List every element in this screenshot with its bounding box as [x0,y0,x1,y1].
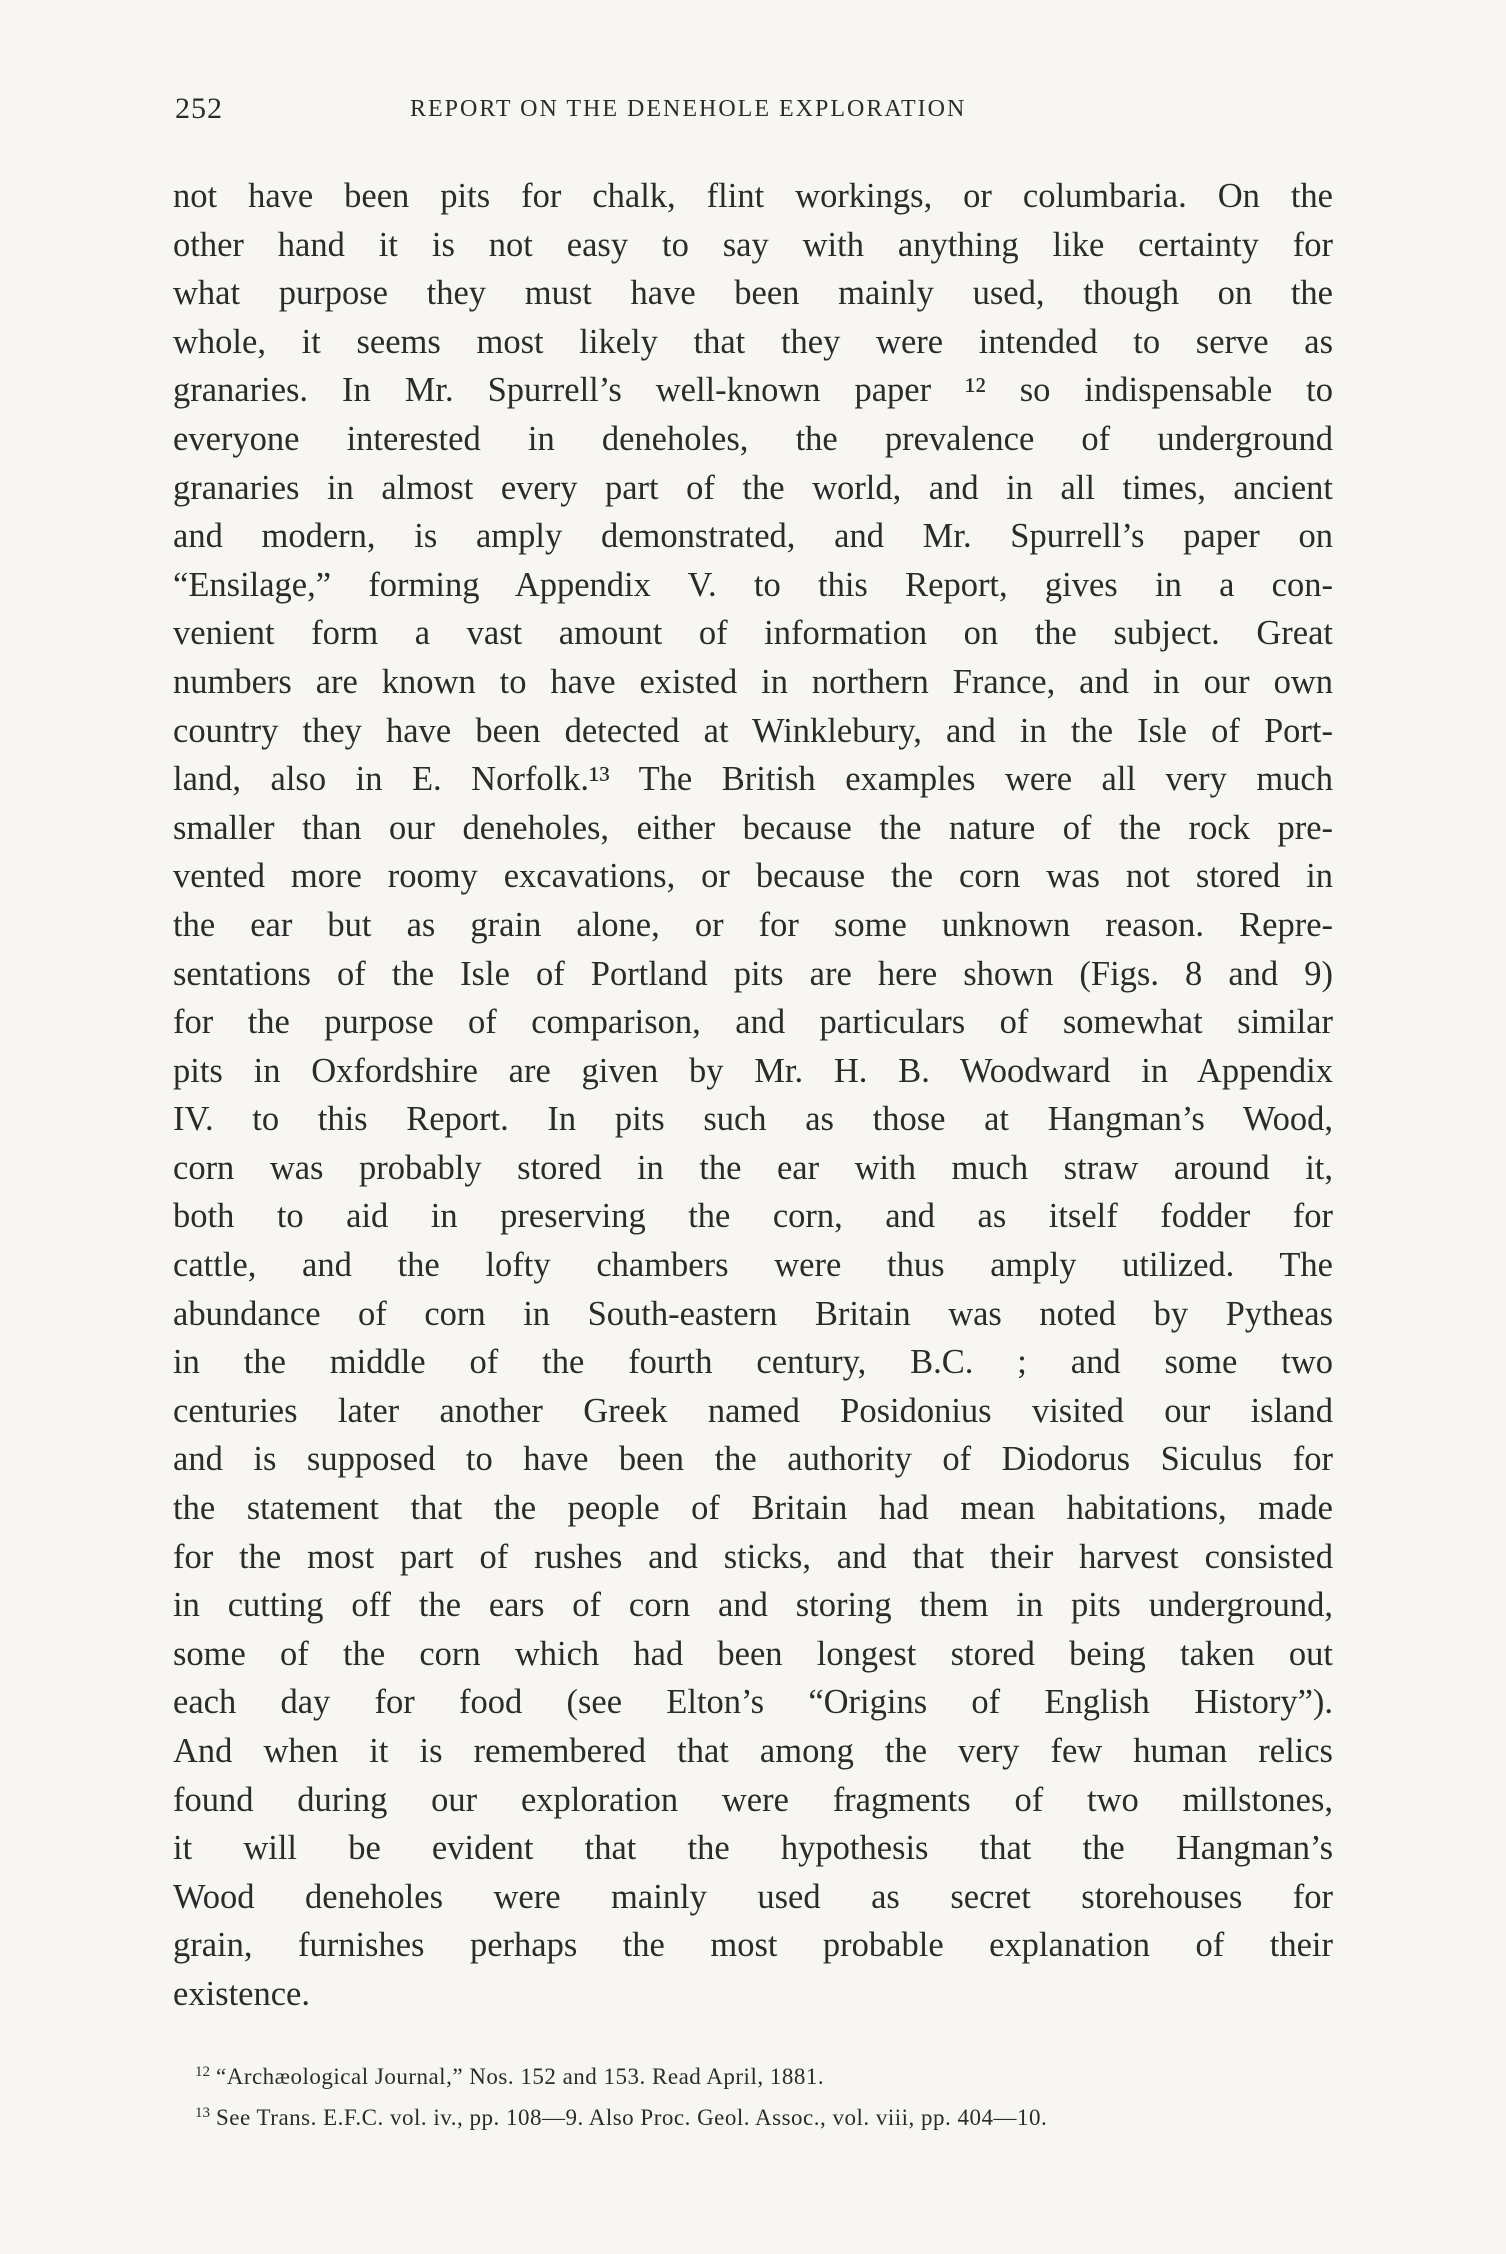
footnote-text: “Archæological Journal,” Nos. 152 and 153. Read April, 1881. [216,2064,825,2089]
footnote-mark: 12 [195,2064,210,2080]
text-line: granaries in almost every part of the world, and in all times, ancient [173,468,1333,507]
text-line: smaller than our deneholes, either because the nature of the rock pre- [173,808,1333,847]
footnote-text: See Trans. E.F.C. vol. iv., pp. 108—9. Also Proc. Geol. Assoc., vol. viii, pp. 404—10. [216,2105,1048,2130]
text-line: the ear but as grain alone, or for some unknown reason. Repre- [173,905,1333,944]
text-line: pits in Oxfordshire are given by Mr. H. B. Woodward in Appendix [173,1051,1333,1090]
text-line: it will be evident that the hypothesis that the Hangman’s [173,1829,1333,1868]
footnote-mark: 13 [195,2105,210,2121]
text-line: country they have been detected at Winklebury, and in the Isle of Port- [173,711,1333,750]
text-line: everyone interested in deneholes, the prevalence of underground [173,419,1333,458]
page-number: 252 [175,92,223,125]
text-line: both to aid in preserving the corn, and as itself fodder for [173,1197,1333,1236]
text-line: abundance of corn in South-eastern Britain was noted by Pytheas [173,1294,1333,1333]
text-line: IV. to this Report. In pits such as those at Hangman’s Wood, [173,1100,1333,1139]
text-line: land, also in E. Norfolk.¹³ The British examples were all very much [173,760,1333,799]
text-line: venient form a vast amount of information on the subject. Great [173,614,1333,653]
running-head [175,92,1335,132]
text-line: for the most part of rushes and sticks, and that their harvest consisted [173,1537,1333,1576]
text-line: what purpose they must have been mainly used, though on the [173,274,1333,313]
footnote [195,2054,1335,2095]
text-line: centuries later another Greek named Posidonius visited our island [173,1391,1333,1430]
text-line: in cutting off the ears of corn and storing them in pits underground, [173,1586,1333,1625]
text-line: whole, it seems most likely that they were intended to serve as [173,322,1333,361]
text-line: existence. [173,1974,310,2013]
text-line: and is supposed to have been the authority of Diodorus Siculus for [173,1440,1333,1479]
text-line: the statement that the people of Britain had mean habitations, made [173,1489,1333,1528]
text-line: some of the corn which had been longest stored being taken out [173,1634,1333,1673]
text-line: each day for food (see Elton’s “Origins of English History”). [173,1683,1333,1722]
text-line: and modern, is amply demonstrated, and Mr. Spurrell’s paper on [173,517,1333,556]
text-line: And when it is remembered that among the very few human relics [173,1732,1333,1770]
footnote [195,2095,1335,2136]
running-title: REPORT ON THE DENEHOLE EXPLORATION [410,96,967,122]
text-line: vented more roomy excavations, or because the corn was not stored in [173,857,1333,896]
text-line: in the middle of the fourth century, B.C. ; and some two [173,1343,1333,1382]
text-line: cattle, and the lofty chambers were thus amply utilized. The [173,1246,1333,1285]
text-line: other hand it is not easy to say with anything like certainty for [173,225,1333,264]
text-line: grain, furnishes perhaps the most probable explanation of their [173,1926,1333,1965]
text-line: “Ensilage,” forming Appendix V. to this Report, gives in a con- [173,565,1333,604]
text-line: sentations of the Isle of Portland pits are here shown (Figs. 8 and 9) [173,954,1333,993]
text-line: found during our exploration were fragments of two millstones, [173,1780,1333,1819]
text-line: corn was probably stored in the ear with much straw around it, [173,1148,1333,1187]
text-line: for the purpose of comparison, and particulars of somewhat similar [173,1003,1333,1042]
text-line: numbers are known to have existed in northern France, and in our own [173,662,1333,701]
text-line: Wood deneholes were mainly used as secret storehouses for [173,1877,1333,1916]
text-line: granaries. In Mr. Spurrell’s well-known paper ¹² so indispensable to [173,371,1333,410]
text-line: not have been pits for chalk, flint workings, or columbaria. On the [173,177,1333,215]
body-text [173,172,1333,2019]
footnotes [195,2054,1335,2136]
